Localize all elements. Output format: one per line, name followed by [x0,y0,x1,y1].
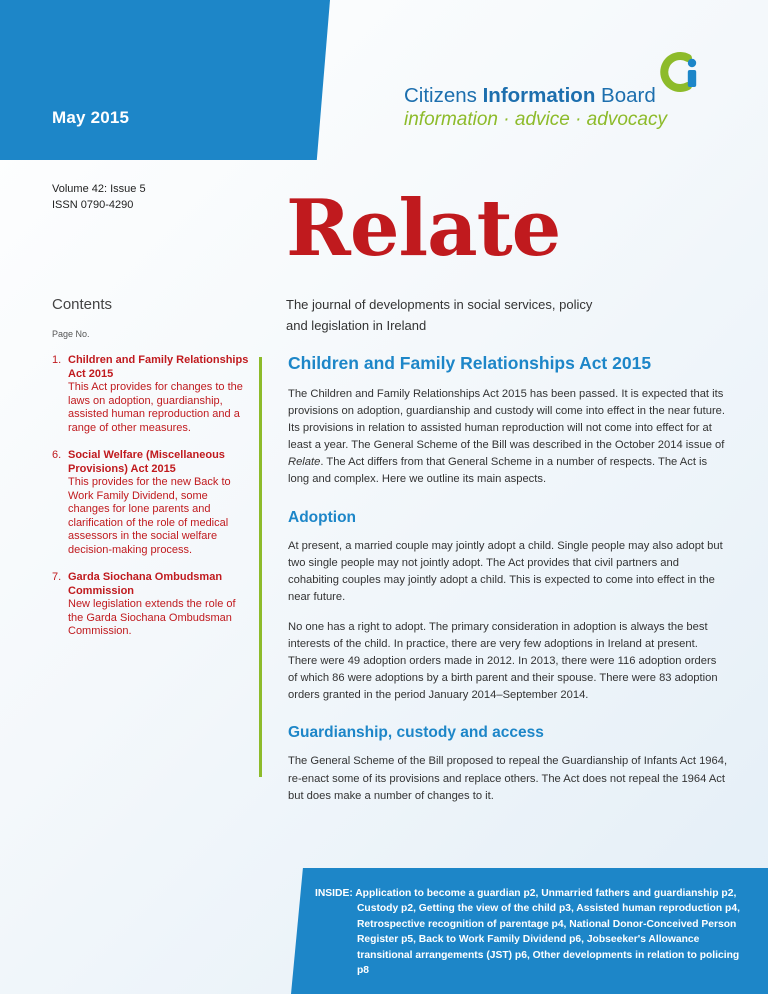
inside-label: INSIDE: [315,888,353,899]
toc-item-description: This Act provides for changes to the laws on adoption, guardianship, assisted human reproduction and a range of other measures. [68,381,243,434]
toc-item-title: Social Welfare (Miscellaneous Provisions) Act 2015 [68,449,225,475]
section-heading-guardianship: Guardianship, custody and access [288,724,544,742]
article-title: Children and Family Relationships Act 2015 [288,353,652,373]
masthead-title: Relate [286,183,561,274]
inside-contents [315,886,745,978]
inside-list: Application to become a guardian p2, Unmarried fathers and guardianship p2, Custody p2, Getting the view of the child p3, Assisted human reproduction p4, Retrospective recognition of parentage p4, National Donor-Conceived Person Register p5, Back to Work Family Dividend p6, Jobseeker's Allowance transitional arrangements (JST) p6, Other developments in relation to policing p8 [355,888,740,977]
brand-tagline: information · advice · advocacy [404,109,667,130]
toc-item-description: This provides for the new Back to Work Family Dividend, some changes for lone parents and clarification of the role of medical assessors in the social welfare decision-making process. [68,476,231,556]
toc-item-description: New legislation extends the role of the Garda Siochana Ombudsman Commission. [68,598,236,637]
toc-item-number: 6. [52,449,62,461]
column-divider [259,357,262,777]
brand-name: Citizens Information Board [404,84,656,107]
contents-heading: Contents [52,296,113,313]
masthead-subtitle: The journal of developments in social services, policy and legislation in Ireland [286,297,593,333]
table-of-contents [52,354,252,653]
issn: ISSN 0790-4290 [52,199,134,211]
adoption-paragraph-2: No one has a right to adopt. The primary consideration in adoption is always the best interests of the child. In practice, there are very few adoptions in Ireland at present. There were 49 adoption orders made in 2012. In 2013, there were 116 adoption orders of which 86 were adoptions by a birth parent and their spouse. There were 83 adoption orders granted in the period January 2014–September 2014. [288,620,718,702]
volume-issue: Volume 42: Issue 5 [52,183,146,195]
volume-info [52,181,146,213]
citizens-information-logo-icon [658,50,702,94]
lead-article [288,353,728,818]
toc-item-title: Children and Family Relationships Act 2015 [68,354,249,380]
article-intro: The Children and Family Relationships Act 2015 has been passed. It is expected that its provisions on adoption, guardianship and custody will come into effect in the near future. Its provisions in relation to assisted human reproduction will not come into effect for at least a year. The General Scheme of the Bill was described in the October 2014 issue of Relate. The Act differs from that General Scheme in a number of respects. The Act is long and complex. Here we outline its main aspects. [288,388,725,486]
page-no-label: Page No. [52,329,90,339]
brand-block [404,84,667,131]
toc-item[interactable] [52,449,252,557]
toc-item-number: 7. [52,571,62,583]
guardianship-paragraph-1: The General Scheme of the Bill proposed to repeal the Guardianship of Infants Act 1964, re-enact some of its provisions and replace others. The Act does not repeal the 1964 Act but does make a number of changes to it. [288,755,728,802]
section-heading-adoption: Adoption [288,508,357,526]
adoption-paragraph-1: At present, a married couple may jointly adopt a child. Single people may also adopt but two single people may not jointly adopt. The Act provides that civil partners and cohabiting couples may jointly adopt a child. This is expected to come into effect in the near future. [288,539,723,603]
toc-item[interactable] [52,571,252,639]
toc-item[interactable] [52,354,252,435]
toc-item-title: Garda Siochana Ombudsman Commission [68,571,223,597]
toc-item-number: 1. [52,354,62,366]
issue-date: May 2015 [52,108,130,127]
header-blue-tab [0,0,330,160]
